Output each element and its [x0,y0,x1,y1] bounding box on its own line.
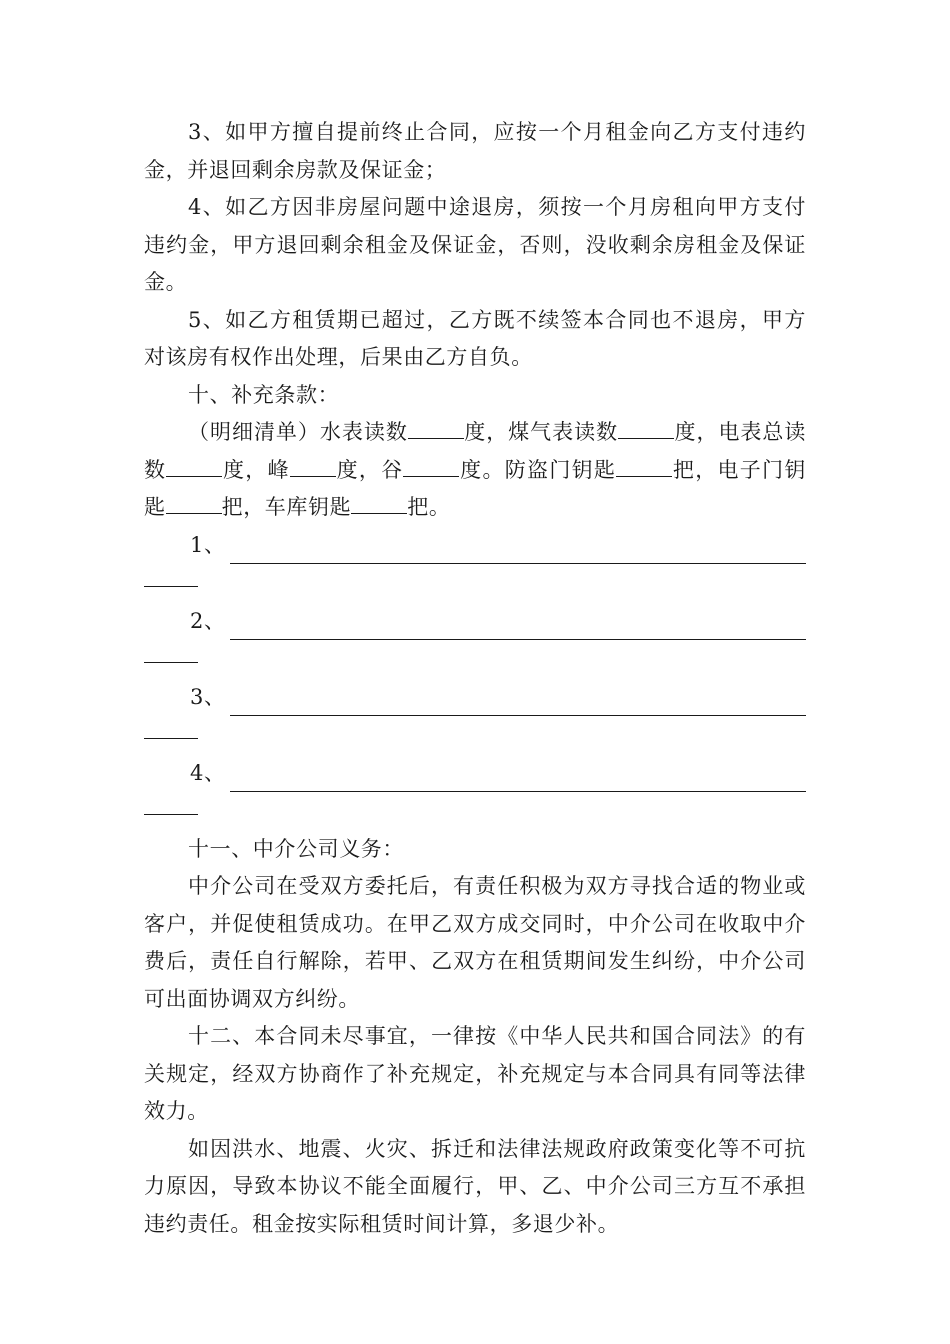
checklist-text-4: 度，峰 [222,457,290,482]
electronic-key-blank [166,495,222,514]
checklist-text-6: 度。防盗门钥匙 [459,457,617,482]
item-number: 3、 [190,684,226,709]
valley-blank [403,458,459,477]
section-11-title: 十一、中介公司义务： [188,836,404,861]
clause-5: 5、如乙方租赁期已超过，乙方既不续签本合同也不退房，甲方对该房有权作出处理，后果由乙方自负。 [144,307,806,369]
fill-line [230,611,806,640]
electric-total-blank [166,458,222,477]
document-page [144,114,806,1243]
supplement-item-1 [144,527,806,565]
checklist-text-9: 把。 [407,495,451,519]
fill-line-continuation [144,716,198,739]
item-number: 1、 [190,532,226,557]
fill-line [230,763,806,792]
supplement-item-4 [144,755,806,793]
checklist-text-2: 度，煤气表读数 [463,420,619,444]
checklist-text-1: （明细清单）水表读数 [188,420,408,444]
fill-line-continuation [144,564,198,587]
peak-blank [290,458,336,477]
force-majeure-clause: 如因洪水、地震、火灾、拆迁和法律法规政府政策变化等不可抗力原因，导致本协议不能全面履行，甲、乙、中介公司三方互不承担违约责任。租金按实际租赁时间计算，多退少补。 [144,1136,806,1236]
checklist-text-8: 把，车库钥匙 [221,495,352,519]
door-key-blank [616,458,672,477]
water-meter-blank [408,420,464,439]
item-number: 2、 [190,608,226,633]
checklist-paragraph [144,414,806,527]
checklist-text-5: 度，谷 [335,457,404,482]
checklist-text-7: 把，电子门钥匙 [144,457,806,519]
clause-4: 4、如乙方因非房屋问题中途退房，须按一个月房租向甲方支付违约金，甲方退回剩余租金及保证金，否则，没收剩余房租金及保证金。 [144,195,806,294]
clause-3: 3、如甲方擅自提前终止合同，应按一个月租金向乙方支付违约金，并退回剩余房款及保证金； [144,120,806,182]
fill-line-continuation [144,792,198,815]
fill-line-continuation [144,640,198,663]
supplement-item-2 [144,603,806,641]
section-11-body: 中介公司在受双方委托后，有责任积极为双方寻找合适的物业或客户，并促使租赁成功。在甲乙双方成交同时，中介公司在收取中介费后，责任自行解除，若甲、乙双方在租赁期间发生纠纷，中介公司可出面协调双方纠纷。 [144,874,806,1011]
fill-line [230,687,806,716]
section-10-title: 十、补充条款： [188,382,340,407]
item-number: 4、 [190,760,226,785]
garage-key-blank [351,495,407,514]
section-12-body: 十二、本合同未尽事宜，一律按《中华人民共和国合同法》的有关规定，经双方协商作了补充规定，补充规定与本合同具有同等法律效力。 [144,1024,806,1123]
gas-meter-blank [618,420,674,439]
checklist-text-3: 度，电表总读数 [144,420,806,482]
fill-line [230,535,806,564]
supplement-item-3 [144,679,806,717]
